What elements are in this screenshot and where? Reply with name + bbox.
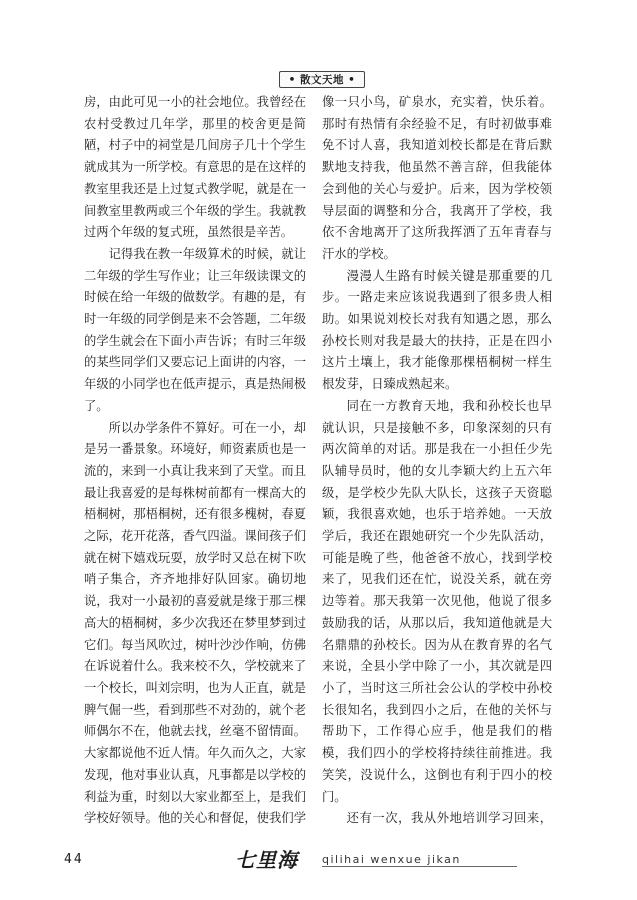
right-paragraph: 同在一方教育天地，我和孙校长也早就认识，只是接触不多，印象深刻的只有两次简单的对话。那是我在一小担任少先队辅导员时，他的女儿李颖大约上五六年级，是学校少先队大队长，这孩子天资聪颖，我很喜欢她，也乐于培养她。一天放学后，我还在跟她研究一个少先队活动，可能是晚了些，他爸爸不放心，找到学校来了，见我们还在忙，说没关系，就在旁边等着。那天我第一次见他，他说了很多鼓励我的话，从那以后，我知道他就是大名鼎鼎的孙校长。因为从在教育界的名气来说，全县小学中除了一小，其次就是四小了，当时这三所社会公认的学校中孙校长很知名，我到四小之后，在他的关怀与帮助下，工作得心应手，他是我们的楷模，我们四小的学校将持续往前推进。我笑笑，没说什么，这倒也有利于四小的校门。 <box>322 398 552 804</box>
left-paragraph: 房，由此可见一小的社会地位。我曾经在农村受教过几年学，那里的校舍更是简陋，村子中的祠堂是几间房子几十个学生就成其为一所学校。有意思的是在这样的教室里我还是上过复式教学呢，就是在一间教室里教两或三个年级的学生。我就教过两个年级的复式班，虽然很是辛苦。 <box>84 95 306 240</box>
left-paragraph: 记得我在教一年级算术的时候，就让二年级的学生写作业；让三年级读课文的时候在给一年级的做数学。有趣的是，有时一年级的同学倒是来不会答题，二年级的学生就会在下面小声告诉；有时三年级的某些同学们又要忘记上面讲的内容，一年级的小同学也在低声提示，真是热闹极了。 <box>84 246 306 413</box>
footer-rule <box>322 866 517 867</box>
right-column <box>322 92 552 825</box>
page-number: 44 <box>64 852 84 867</box>
magazine-pinyin: qilihai wenxue jikan <box>322 853 461 866</box>
right-paragraph: 像一只小鸟，矿泉水，充实着，快乐着。那时有热情有余经验不足，有时初做事难免不讨人喜，我知道刘校长都是在背后默默地支持我，他虽然不善言辞，但我能体会到他的关心与爱护。后来，因为学校领导层面的调整和分合，我离开了学校，我依不舍地离开了这所我挥洒了五年青春与汗水的学校。 <box>322 95 552 261</box>
section-title: • 散文天地 • <box>279 71 365 88</box>
right-paragraph: 还有一次，我从外地培训学习回来， <box>346 811 552 825</box>
magazine-logo: 七里海 <box>235 848 298 872</box>
right-paragraph: 漫漫人生路有时候关键是那重要的几步。一路走来应该说我遇到了很多贵人相助。如果说刘校长对我有知遇之恩，那么孙校长则对我是最大的扶持，正是在四小这片土壤上，我才能像那棵梧桐树一样生根发芽，日臻成熟起来。 <box>322 268 552 392</box>
left-paragraph: 所以办学条件不算好。可在一小，却是另一番景象。环境好，师资素质也是一流的，来到一小真让我来到了天堂。而且最让我喜爱的是每株树前都有一棵高大的梧桐树，那梧桐树，还有很多槐树，春夏之际，花开花落，香气四溢。课间孩子们就在树下嬉戏玩耍，放学时又总在树下吹哨子集合，齐齐地排好队回家。确切地说，我对一小最初的喜爱就是缘于那三棵高大的梧桐树，多少次我还在梦里梦到过它们。每当风吹过，树叶沙沙作响，仿佛在诉说着什么。我来校不久，学校就来了一个校长，叫刘宗明，也为人正直，就是脾气倔一些，看到那些不对劲的，就个老师偶尔不在，他就去找，丝毫不留情面。大家都说他不近人情。年久而久之，大家发现，他对事业认真，凡事都是以学校的利益为重，时刻以大家业都至上，是我们学校好领导。他的关心和督促，使我们学 <box>84 420 306 825</box>
left-column <box>84 92 306 825</box>
page-footer <box>60 844 580 870</box>
